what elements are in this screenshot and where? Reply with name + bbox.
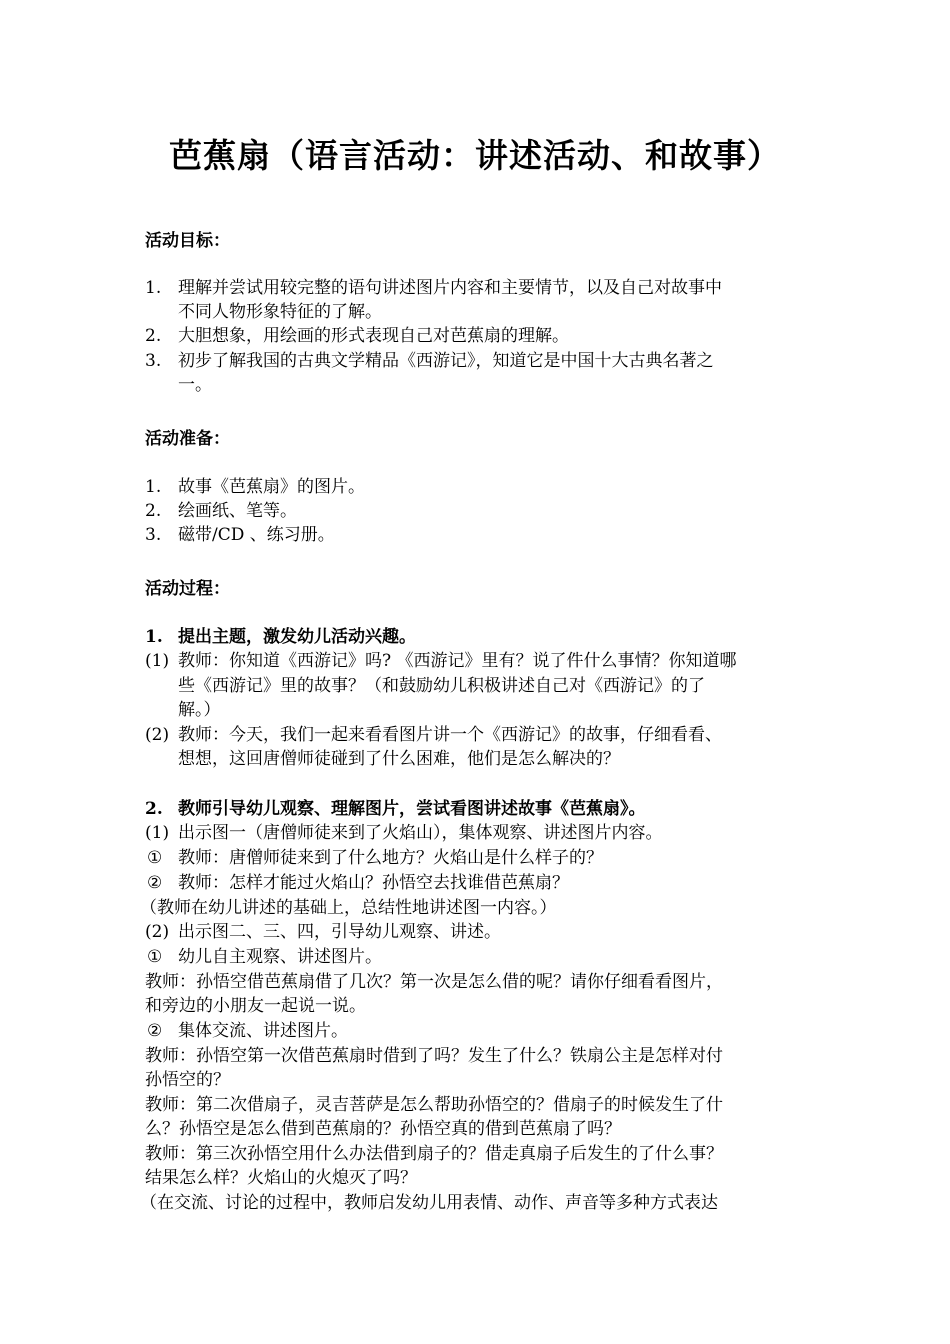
- paragraph-line: 孙悟空的？: [145, 1070, 230, 1090]
- circled-number: ②: [147, 1021, 163, 1041]
- list-item-text: 大胆想象，用绘画的形式表现自己对芭蕉扇的理解。: [178, 326, 569, 346]
- list-item-text: 不同人物形象特征的了解。: [178, 302, 382, 322]
- sub-item-text: 教师：你知道《西游记》吗? 《西游记》里有？说了件什么事情？你知道哪: [178, 651, 737, 671]
- sub-item-text: 幼儿自主观察、讲述图片。: [178, 947, 382, 967]
- step-title: 提出主题，激发幼儿活动兴趣。: [178, 627, 416, 647]
- sub-item-text: 解。）: [178, 700, 221, 720]
- sub-item-text: 集体交流、讲述图片。: [178, 1021, 348, 1041]
- step-number: 1.: [145, 627, 163, 647]
- list-item-text: 一。: [178, 375, 212, 395]
- list-item-text: 绘画纸、笔等。: [178, 501, 297, 521]
- section-heading-process: 活动过程：: [145, 579, 230, 599]
- paragraph-line: 么？孙悟空是怎么借到芭蕉扇的？孙悟空真的借到芭蕉扇了吗？: [145, 1119, 621, 1139]
- list-number: 1.: [145, 278, 162, 298]
- list-number: 2.: [145, 501, 162, 521]
- sub-item-text: 想想，这回唐僧师徒碰到了什么困难，他们是怎么解决的？: [178, 749, 620, 769]
- paragraph-line: 和旁边的小朋友一起说一说。: [145, 996, 366, 1016]
- list-item-text: 磁带/CD 、练习册。: [178, 525, 335, 545]
- sub-item-number: (1): [145, 823, 170, 843]
- paragraph-line: 教师：孙悟空借芭蕉扇借了几次？第一次是怎么借的呢？请你仔细看看图片，: [145, 972, 723, 992]
- sub-item-text: 教师：唐僧师徒来到了什么地方？火焰山是什么样子的？: [178, 848, 603, 868]
- sub-item-text: 教师：怎样才能过火焰山？孙悟空去找谁借芭蕉扇？: [178, 873, 569, 893]
- paragraph-line: 结果怎么样？火焰山的火熄灭了吗？: [145, 1168, 417, 1188]
- document-title: 芭蕉扇（语言活动：讲述活动、和故事）: [169, 136, 781, 175]
- sub-item-text: 教师：今天，我们一起来看看图片讲一个《西游记》的故事，仔细看看、: [178, 725, 722, 745]
- sub-item-number: (2): [145, 725, 170, 745]
- sub-item-text: 出示图一（唐僧师徒来到了火焰山），集体观察、讲述图片内容。: [178, 823, 663, 843]
- paragraph-line: 教师：第三次孙悟空用什么办法借到扇子的？借走真扇子后发生的了什么事？: [145, 1144, 723, 1164]
- paragraph-line: 教师：孙悟空第一次借芭蕉扇时借到了吗？发生了什么？铁扇公主是怎样对付: [145, 1046, 723, 1066]
- list-item-text: 初步了解我国的古典文学精品《西游记》，知道它是中国十大古典名著之: [178, 351, 714, 371]
- list-item-text: 理解并尝试用较完整的语句讲述图片内容和主要情节，以及自己对故事中: [178, 278, 722, 298]
- circled-number: ①: [147, 848, 163, 868]
- section-heading-goals: 活动目标：: [145, 231, 230, 251]
- paragraph-line: （教师在幼儿讲述的基础上，总结性地讲述图一内容。）: [140, 898, 557, 918]
- list-item-text: 故事《芭蕉扇》的图片。: [178, 477, 365, 497]
- step-number: 2.: [145, 799, 163, 819]
- paragraph-line: （在交流、讨论的过程中，教师启发幼儿用表情、动作、声音等多种方式表达: [140, 1193, 718, 1213]
- sub-item-number: (1): [145, 651, 170, 671]
- sub-item-number: (2): [145, 922, 170, 942]
- list-number: 1.: [145, 477, 162, 497]
- list-number: 2.: [145, 326, 162, 346]
- section-heading-preparation: 活动准备：: [145, 429, 230, 449]
- circled-number: ②: [147, 873, 163, 893]
- list-number: 3.: [145, 525, 162, 545]
- sub-item-text: 出示图二、三、四，引导幼儿观察、讲述。: [178, 922, 501, 942]
- list-number: 3.: [145, 351, 162, 371]
- circled-number: ①: [147, 947, 163, 967]
- step-title: 教师引导幼儿观察、理解图片，尝试看图讲述故事《芭蕉扇》。: [178, 799, 646, 819]
- paragraph-line: 教师：第二次借扇子，灵吉菩萨是怎么帮助孙悟空的？借扇子的时候发生了什: [145, 1095, 723, 1115]
- sub-item-text: 些《西游记》里的故事？（和鼓励幼儿积极讲述自己对《西游记》的了: [178, 676, 705, 696]
